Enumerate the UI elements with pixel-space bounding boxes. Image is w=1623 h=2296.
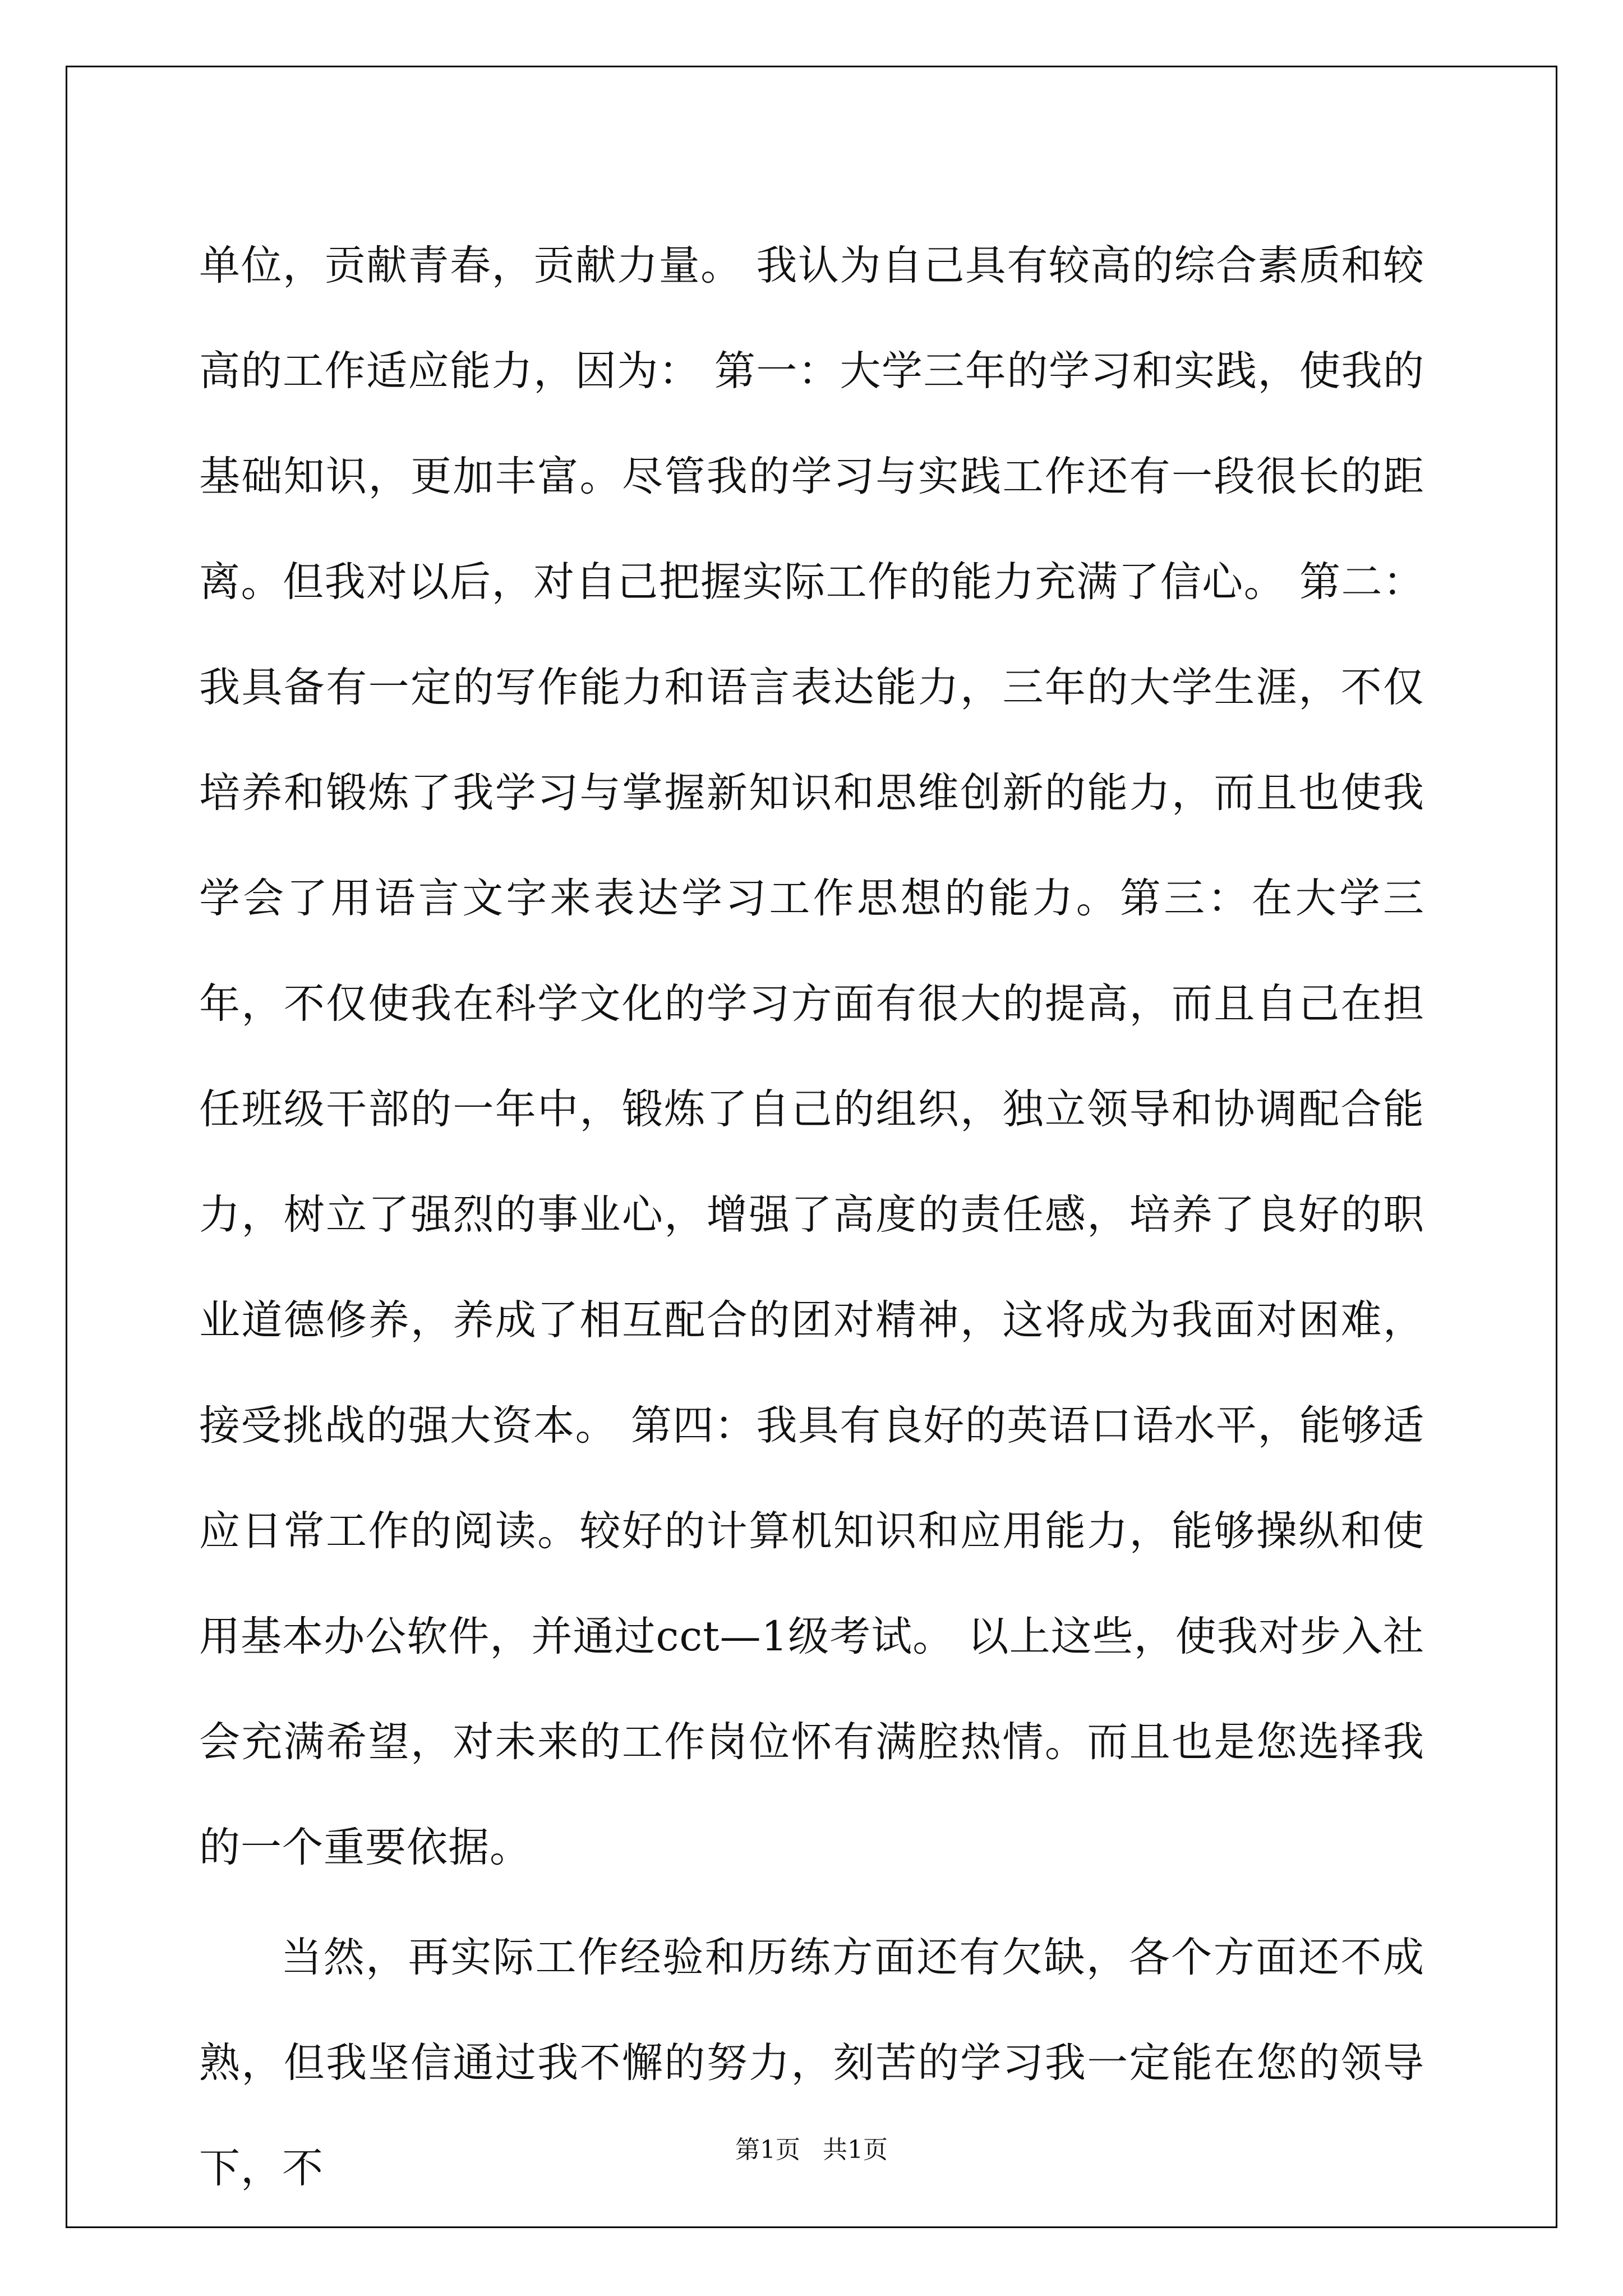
paragraph-2: 当然，再实际工作经验和历练方面还有欠缺，各个方面还不成熟，但我坚信通过我不懈的努力，刻苦的学习我一定能在您的领导下，不 (199, 1934, 1424, 2192)
paragraph-1: 单位，贡献青春，贡献力量。 我认为自己具有较高的综合素质和较高的工作适应能力，因为： 第一：大学三年的学习和实践，使我的基础知识，更加丰富。尽管我的学习与实践工作还有一段很长的距离。但我对以后，对自己把握实际工作的能力充满了信心。 第二：我具备有一定的写作能力和语言表达能力，三年的大学生涯，不仅培养和锻炼了我学习与掌握新知识和思维创新的能力，而且也使我学会了用语言文字来表达学习工作思想的能力。第三：在大学三年，不仅使我在科学文化的学习方面有很大的提高，而且自己在担任班级干部的一年中，锻炼了自己的组织，独立领导和协调配合能力，树立了强烈的事业心，增强了高度的责任感，培养了良好的职业道德修养，养成了相互配合的团对精神，这将成为我面对困难，接受挑战的强大资本。 第四：我具有良好的英语口语水平，能够适应日常工作的阅读。较好的计算机知识和应用能力，能够操纵和使用基本办公软件，并通过cct—1级考试。 以上这些，使我对步入社会充满希望，对未来的工作岗位怀有满腔热情。而且也是您选择我的一个重要依据。 (199, 242, 1425, 1871)
document-body (199, 213, 1424, 2221)
page-number-current: 第1页 (735, 2136, 800, 2164)
page-footer (0, 2134, 1623, 2166)
page-number-total: 共1页 (823, 2136, 888, 2164)
